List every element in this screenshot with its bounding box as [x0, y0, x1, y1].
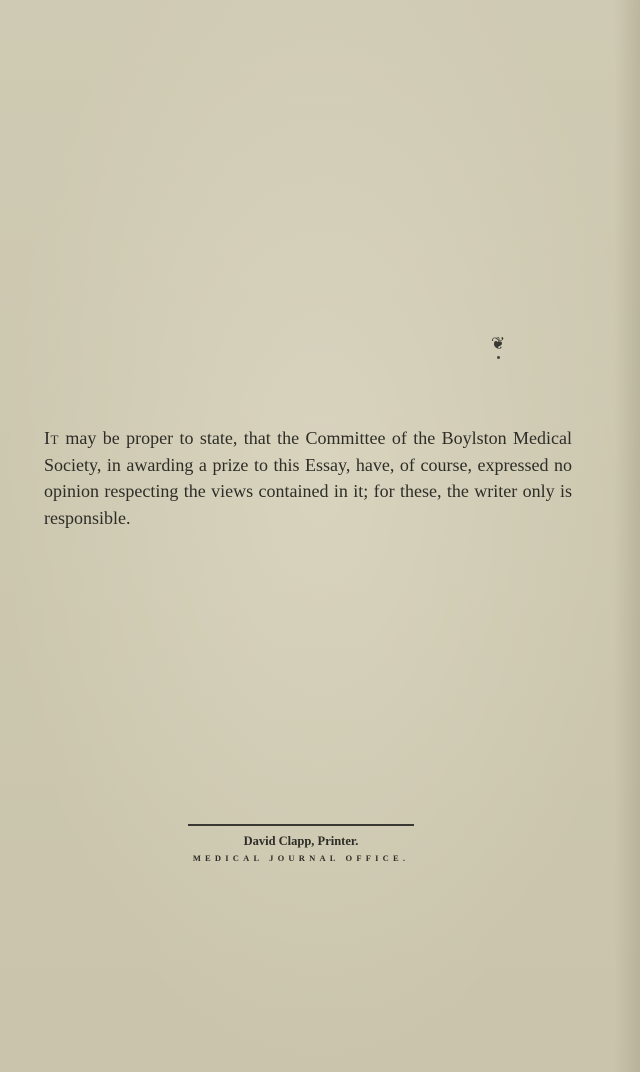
- printer-office: MEDICAL JOURNAL OFFICE.: [192, 853, 410, 863]
- printer-ornament-icon: ❦: [491, 334, 506, 353]
- page-edge-shadow: [614, 0, 640, 1072]
- committee-disclaimer: [44, 425, 572, 531]
- ornament-dot: [497, 356, 500, 359]
- imprint-rule: [188, 824, 414, 826]
- disclaimer-lead-word: It: [44, 428, 59, 448]
- disclaimer-text: may be proper to state, that the Committee of the Boylston Medical Society, in awarding a prize to this Essay, have, of course, expressed no opinion respecting the views contained in it; for these, the writer only is responsible.: [44, 428, 572, 528]
- printer-name: David Clapp, Printer.: [243, 834, 359, 848]
